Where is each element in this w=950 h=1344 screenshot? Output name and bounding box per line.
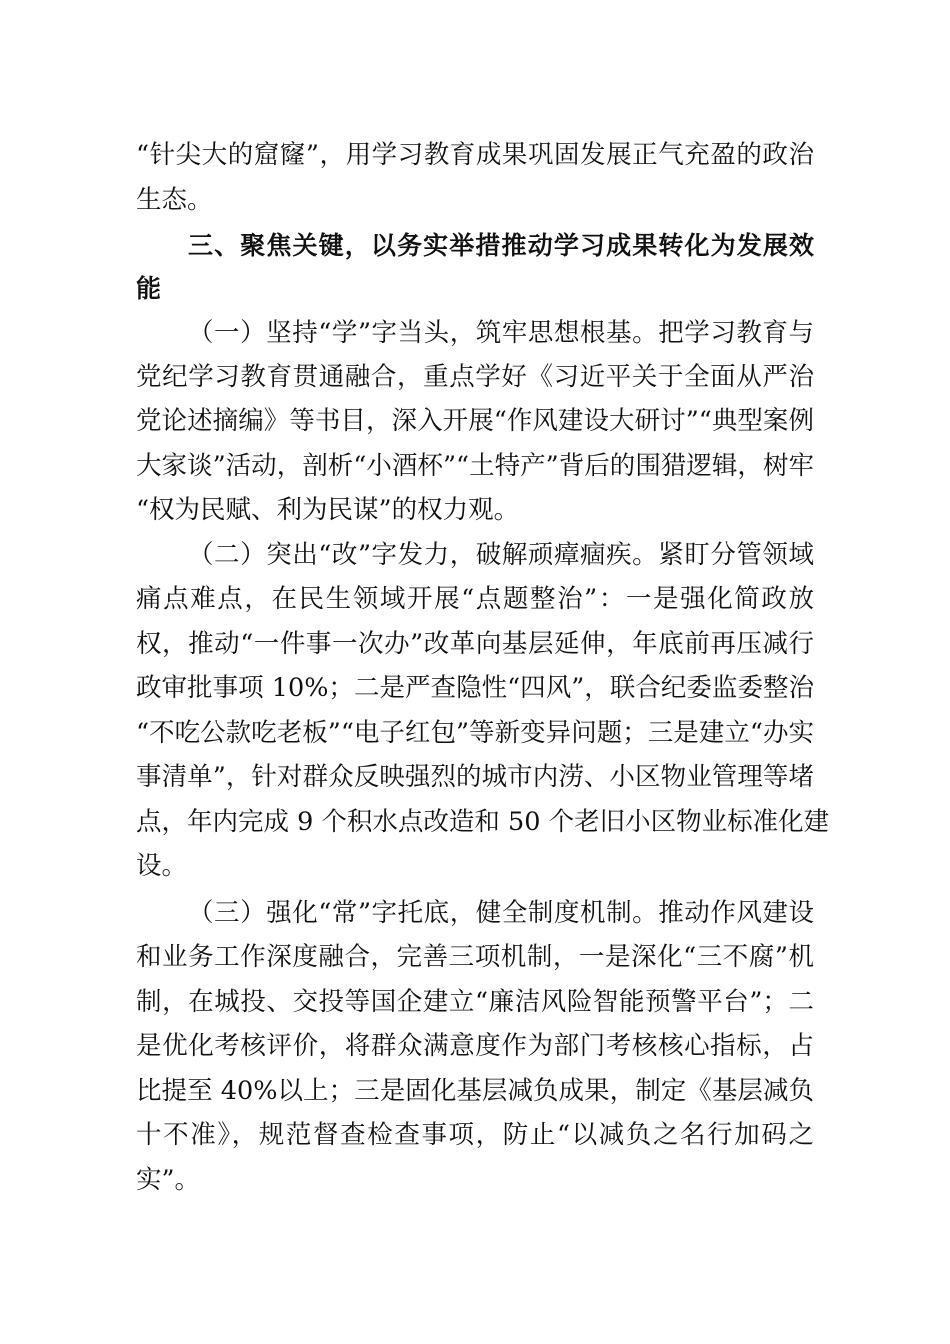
text-line: 事清单”，针对群众反映强烈的城市内涝、小区物业管理等堵 bbox=[136, 762, 814, 792]
text-line: 设。 bbox=[136, 851, 188, 881]
text-line: 党纪学习教育贯通融合，重点学好《习近平关于全面从严治 bbox=[136, 362, 814, 392]
text-line: 政审批事项 10%；二是严查隐性“四风”，联合纪委监委整治 bbox=[136, 673, 814, 703]
text-line: （二）突出“改”字发力，破解顽瘴痼疾。紧盯分管领域 bbox=[188, 540, 814, 570]
text-line: 和业务工作深度融合，完善三项机制，一是深化“三不腐”机 bbox=[136, 942, 814, 972]
text-line: 党论述摘编》等书目，深入开展“作风建设大研讨”“典型案例 bbox=[136, 406, 814, 436]
text-line: （三）强化“常”字托底，健全制度机制。推动作风建设 bbox=[188, 898, 814, 928]
text-line: 比提至 40%以上；三是固化基层减负成果，制定《基层减负 bbox=[136, 1076, 814, 1106]
text-line: 十不准》，规范督查检查事项，防止“以减负之名行加码之 bbox=[136, 1120, 814, 1150]
text-line: 权，推动“一件事一次办”改革向基层延伸，年底前再压减行 bbox=[136, 629, 814, 659]
text-line: （一）坚持“学”字当头，筑牢思想根基。把学习教育与 bbox=[188, 318, 814, 348]
text-line: “权为民赋、利为民谋”的权力观。 bbox=[136, 495, 520, 525]
text-line: 制，在城投、交投等国企建立“廉洁风险智能预警平台”；二 bbox=[136, 987, 814, 1017]
text-line: 实”。 bbox=[136, 1165, 201, 1195]
text-line: “针尖大的窟窿”，用学习教育成果巩固发展正气充盈的政治 bbox=[136, 140, 814, 170]
text-line: “不吃公款吃老板”“电子红包”等新变异问题；三是建立“办实 bbox=[136, 718, 814, 748]
text-line: 生态。 bbox=[136, 185, 213, 215]
text-line: 是优化考核评价，将群众满意度作为部门考核核心指标，占 bbox=[136, 1031, 814, 1061]
text-line: 痛点难点，在民生领域开展“点题整治”：一是强化简政放 bbox=[136, 584, 814, 614]
section-heading: 三、聚焦关键，以务实举措推动学习成果转化为发展效 bbox=[188, 231, 814, 260]
text-line: 点，年内完成 9 个积水点改造和 50 个老旧小区物业标准化建 bbox=[136, 807, 830, 837]
section-heading: 能 bbox=[136, 274, 162, 303]
text-line: 大家谈”活动，剖析“小酒杯”“土特产”背后的围猎逻辑，树牢 bbox=[136, 451, 814, 481]
